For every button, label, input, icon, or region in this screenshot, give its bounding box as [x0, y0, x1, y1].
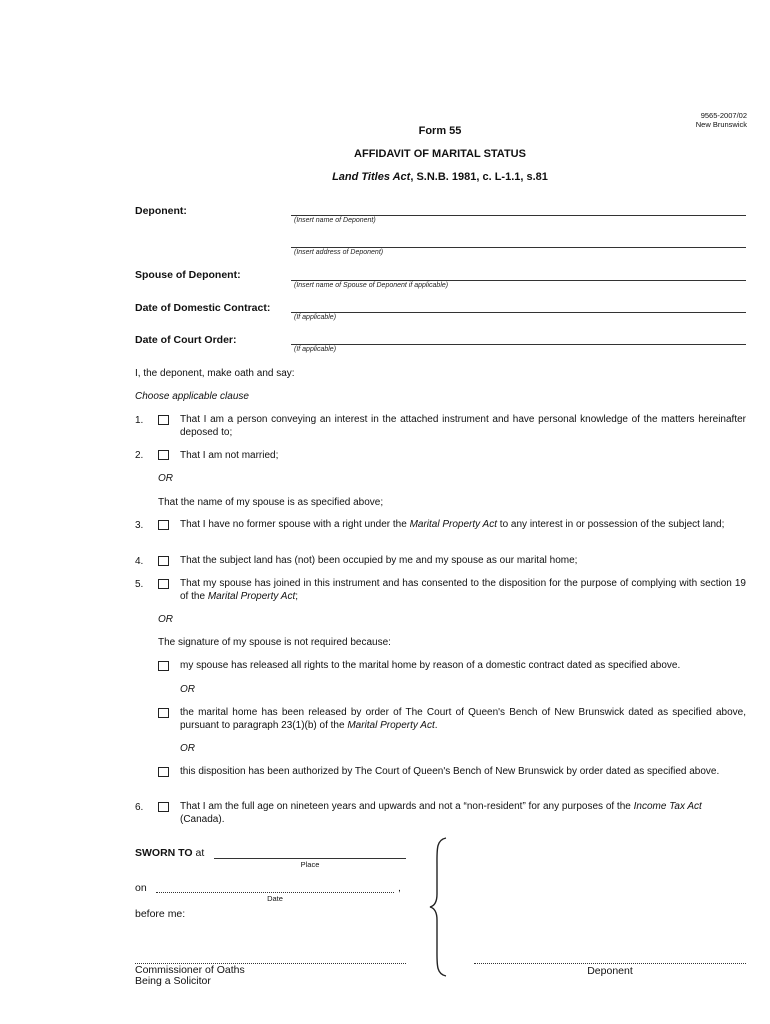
statute-citation: , S.N.B. 1981, c. L-1.1, s.81: [410, 171, 548, 183]
clause-2-checkbox[interactable]: [158, 450, 169, 460]
place-field[interactable]: [214, 858, 406, 859]
clause-5-part-a: That my spouse has joined in this instrument and has consented to the disposition for the purpose of complying with section 19 of the: [180, 578, 746, 602]
choose-clause: [135, 391, 249, 404]
clause-2-text: That I am not married;: [180, 450, 279, 461]
oath-intro: I, the deponent, make oath and say:: [135, 368, 295, 379]
court-order-release-part-a: the marital home has been released by order of The Court of Queen's Bench of New Brunswick dated as specified above, pursuant to paragraph 23(1)(b) of the: [180, 707, 746, 731]
court-order-release-part-c: .: [434, 719, 438, 731]
statute-name: Land Titles Act: [332, 171, 411, 183]
place-caption: Place: [300, 860, 320, 869]
domestic-contract-release-checkbox[interactable]: [158, 661, 169, 671]
clause-1-text: That I am a person conveying an interest in the attached instrument and have personal knowledge of the matters hereinafter deposed to;: [180, 414, 746, 438]
court-order-hint: (If applicable): [294, 346, 337, 353]
or-1-text: OR: [158, 473, 173, 484]
spouse-label: Spouse of Deponent:: [135, 269, 241, 281]
clause-6-part-a: That I am the full age on nineteen years and upwards and not a “non-resident” for any purposes of the: [180, 801, 634, 812]
or-1: [158, 473, 173, 486]
clause-3-act: Marital Property Act: [409, 519, 498, 530]
form-number: Form 55: [418, 125, 462, 137]
clause-3-number: 3.: [135, 520, 144, 531]
date-caption: Date: [267, 894, 283, 903]
clause-4-checkbox[interactable]: [158, 556, 169, 566]
deponent-name-field[interactable]: [291, 215, 746, 216]
deponent-label: Deponent:: [135, 205, 187, 217]
clause-6-part-c: (Canada).: [180, 813, 225, 825]
province-text: New Brunswick: [695, 120, 747, 129]
or-2-text: OR: [158, 614, 173, 625]
clause-4-text: That the subject land has (not) been occupied by me and my spouse as our marital home;: [180, 555, 578, 566]
spouse-name-field[interactable]: [291, 280, 746, 281]
domestic-contract-label: Date of Domestic Contract:: [135, 302, 271, 314]
choose-clause-text: Choose applicable clause: [135, 391, 249, 402]
sworn-at-text: at: [192, 847, 205, 859]
court-order-label: Date of Court Order:: [135, 334, 237, 346]
page-title: AFFIDAVIT OF MARITAL STATUS: [354, 148, 526, 160]
domestic-contract-hint: (If applicable): [294, 314, 337, 321]
clause-5-checkbox[interactable]: [158, 579, 169, 589]
date-comma: ,: [398, 882, 401, 894]
court-order-release-text: [180, 707, 746, 732]
clause-1-checkbox[interactable]: [158, 415, 169, 425]
deponent-address-hint: (Insert address of Deponent): [294, 249, 384, 256]
court-authorized-text: this disposition has been authorized by The Court of Queen's Bench of New Brunswick by order dated as specified above.: [180, 766, 720, 777]
or-4: [180, 743, 195, 756]
or-4-text: OR: [180, 743, 195, 754]
court-order-release-act: Marital Property Act: [347, 719, 435, 731]
clause-3-part-a: That I have no former spouse with a right under the: [180, 519, 410, 530]
date-field[interactable]: [156, 892, 394, 893]
or-2: [158, 614, 173, 627]
deponent-signature-line[interactable]: [474, 963, 746, 964]
deponent-name-hint: (Insert name of Deponent): [294, 217, 376, 224]
clause-6-number: 6.: [135, 802, 144, 813]
clause-5-text: [180, 578, 746, 603]
clause-6-checkbox[interactable]: [158, 802, 169, 812]
or-3-text: OR: [180, 684, 195, 695]
sworn-to-label: [135, 847, 204, 859]
domestic-contract-field[interactable]: [291, 312, 746, 313]
court-order-release-checkbox[interactable]: [158, 708, 169, 718]
clause-3-checkbox[interactable]: [158, 520, 169, 530]
on-label: on: [135, 882, 147, 894]
deponent-address-field[interactable]: [291, 247, 746, 248]
clause-5-number: 5.: [135, 579, 144, 590]
solicitor-label: Being a Solicitor: [135, 975, 211, 987]
statute-reference: [0, 171, 770, 183]
clause-5-act: Marital Property Act: [207, 590, 296, 602]
clause-6-text: [180, 801, 746, 826]
clause-2-number: 2.: [135, 450, 144, 461]
signature-not-required: The signature of my spouse is not required because:: [158, 637, 391, 648]
clause-4-number: 4.: [135, 556, 144, 567]
court-order-field[interactable]: [291, 344, 746, 345]
deponent-signature-label: Deponent: [587, 965, 633, 977]
clause-1-number: 1.: [135, 415, 144, 426]
commissioner-label: Commissioner of Oaths: [135, 964, 245, 976]
clause-3-part-c: to any interest in or possession of the subject land;: [497, 519, 725, 530]
clause-6-act: Income Tax Act: [633, 801, 702, 812]
clause-3-text: [180, 519, 746, 532]
form-code-text: 9565-2007/02: [700, 111, 747, 120]
spouse-named-statement: That the name of my spouse is as specified above;: [158, 497, 384, 508]
before-me-label: before me:: [135, 908, 186, 920]
court-authorized-checkbox[interactable]: [158, 767, 169, 777]
domestic-contract-release-text: my spouse has released all rights to the marital home by reason of a domestic contract dated as specified above.: [180, 660, 681, 671]
sworn-to-text: SWORN TO: [135, 847, 193, 859]
brace-icon: [428, 836, 456, 978]
spouse-hint: (Insert name of Spouse of Deponent if applicable): [294, 282, 449, 289]
or-3: [180, 684, 195, 697]
commissioner-block: [135, 965, 245, 987]
clause-5-part-c: ;: [295, 590, 299, 602]
